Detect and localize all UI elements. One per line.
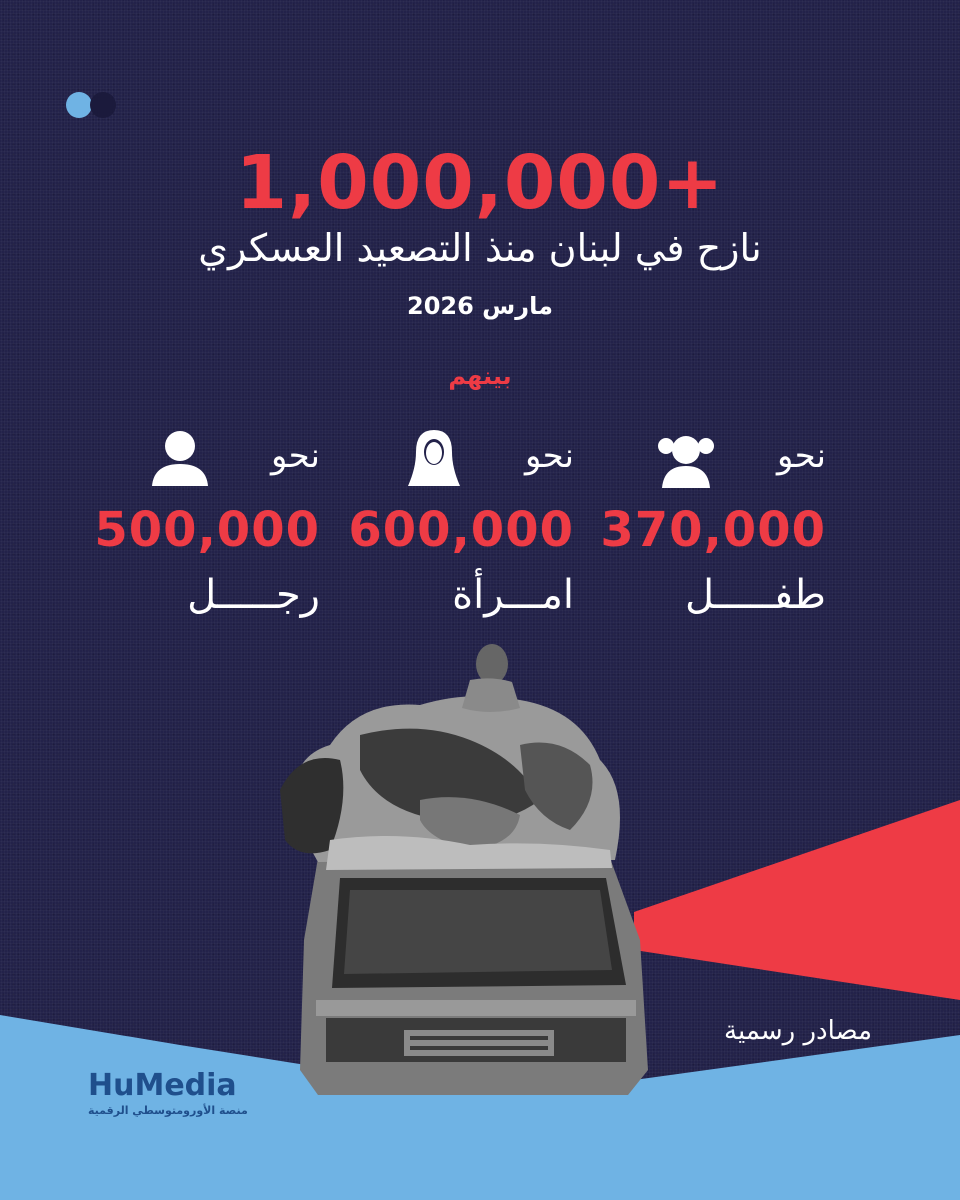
- headline-subtitle: نازح في لبنان منذ التصعيد العسكري: [198, 226, 762, 270]
- blue-dot: [66, 92, 92, 118]
- stat-children: [600, 428, 826, 628]
- children-label: طفـــــل: [685, 572, 826, 618]
- women-number: 600,000: [348, 502, 574, 558]
- truck-photo: [280, 644, 648, 1095]
- brand-logo: [88, 1070, 248, 1117]
- among-them-label: بينهم: [448, 362, 512, 390]
- navy-dot: [90, 92, 116, 118]
- children-number: 370,000: [600, 502, 826, 558]
- about-label: نحو: [271, 436, 320, 476]
- stat-men: [94, 428, 320, 628]
- brand-name: HuMedia: [88, 1068, 237, 1103]
- about-label: نحو: [525, 436, 574, 476]
- date-label: مارس 2026: [407, 292, 553, 320]
- woman-hijab-icon: [402, 428, 466, 488]
- men-label: رجـــــل: [187, 572, 320, 618]
- source-note: مصادر رسمية: [724, 1016, 872, 1046]
- red-light-beam: [634, 800, 960, 1000]
- men-number: 500,000: [94, 502, 320, 558]
- women-label: امـــرأة: [452, 572, 574, 618]
- decorative-dots: [66, 92, 126, 122]
- stat-women: [348, 428, 574, 628]
- about-label: نحو: [777, 436, 826, 476]
- child-icon: [654, 428, 718, 488]
- man-icon: [148, 428, 212, 488]
- total-displaced-figure: 1,000,000+: [235, 140, 725, 226]
- brand-tagline: منصة الأورومتوسطي الرقمية: [88, 1104, 248, 1117]
